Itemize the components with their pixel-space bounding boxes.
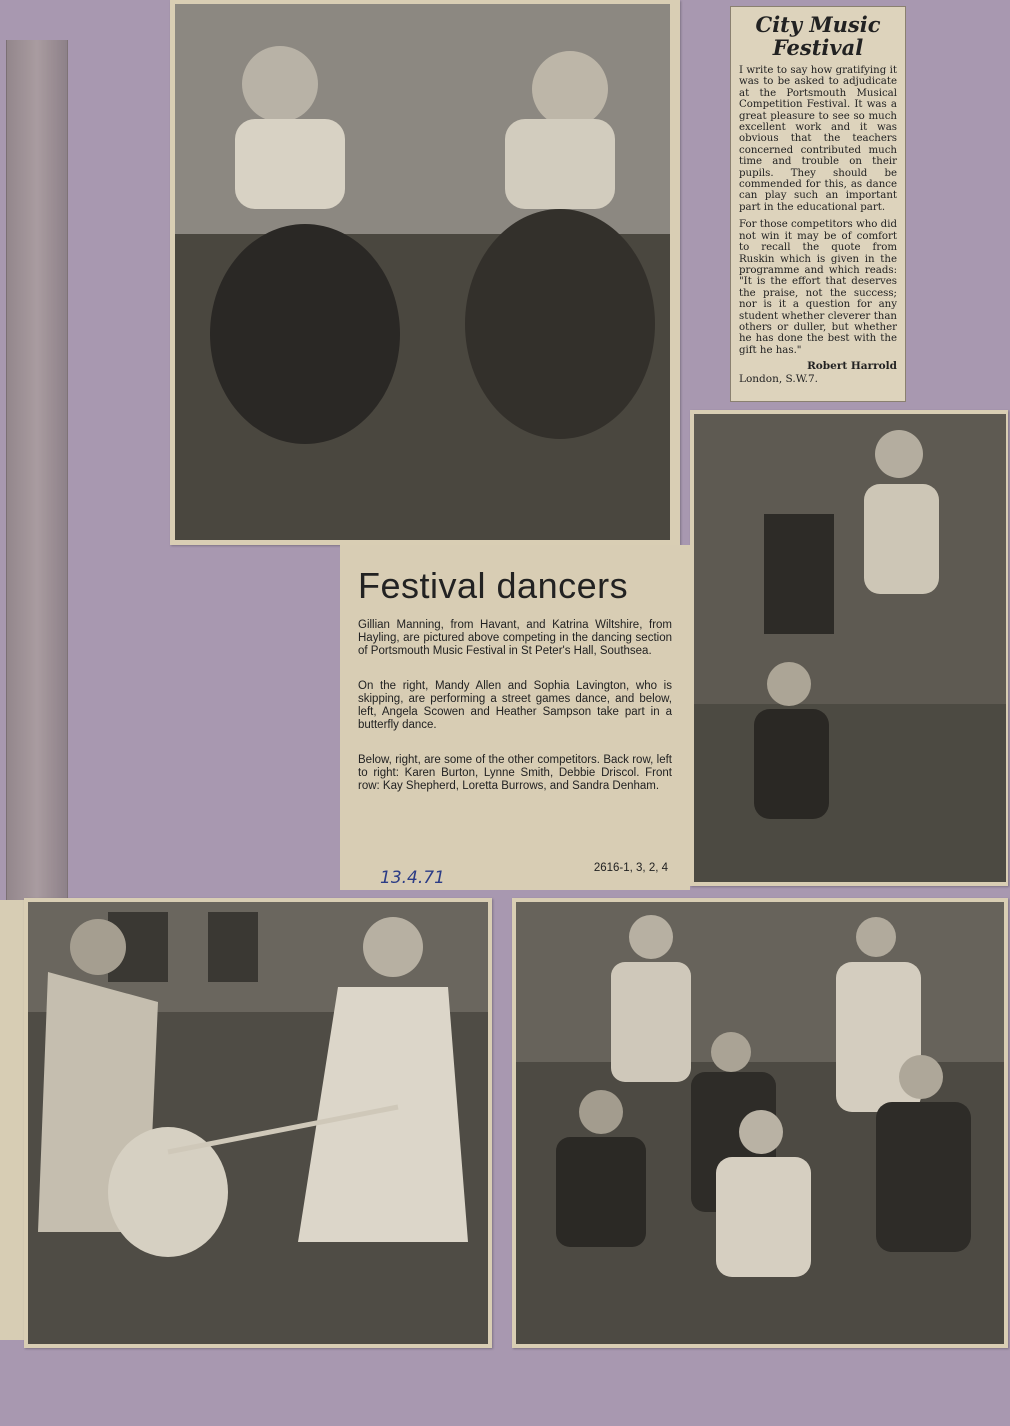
article-festival-dancers	[340, 545, 690, 890]
photo-two-dancers	[175, 4, 670, 540]
letter-location: London, S.W.7.	[739, 373, 819, 386]
letter-paragraph-2: For those competitors who did not win it may be of comfort to recall the quote from Ruskin which is given in the programme and which reads: "It is the effort that deserves the praise, not the success; nor is it a question for any student whether cleverer than others or duller, but whether he has done the best with the gift he has."	[739, 219, 897, 356]
letter-title-line2: Festival	[772, 35, 864, 60]
photo-butterfly-dance	[28, 902, 488, 1344]
letter-title-line1: City Music	[755, 12, 881, 37]
photo-reference-number: 2616-1, 3, 2, 4	[593, 862, 668, 874]
letter-signature: Robert Harrold	[807, 360, 897, 373]
letter-paragraph-1: I write to say how gratifying it was to be asked to adjudicate at the Portsmouth Musical Competition Festival. It was a great pleasure to see so much excellent work and it was obvious that the teachers concerned contributed much time and trouble on their pupils. They should be commended for this, as dance can play such an important part in the educational part.	[739, 65, 897, 213]
photo-group-competitors	[516, 902, 1004, 1344]
article-headline: Festival dancers	[358, 565, 629, 606]
article-paragraph-1: Gillian Manning, from Havant, and Katrina Wiltshire, from Hayling, are pictured above competing in the dancing section of Portsmouth Music Festival in St Peter's Hall, Southsea.	[358, 619, 672, 657]
photo-skipping-dance	[694, 414, 1006, 882]
handwritten-date: 13.4.71	[380, 868, 445, 888]
article-paragraph-3: Below, right, are some of the other competitors. Back row, left to right: Karen Burton, Lynne Smith, Debbie Driscol. Front row: Kay Shepherd, Loretta Burrows, and Sandra Denham.	[358, 754, 672, 792]
article-paragraph-2: On the right, Mandy Allen and Sophia Lavington, who is skipping, are performing a street games dance, and below, left, Angela Scowen and Heather Sampson take part in a butterfly dance.	[358, 680, 672, 731]
letter-title	[739, 13, 897, 59]
letter-to-editor	[730, 6, 906, 402]
